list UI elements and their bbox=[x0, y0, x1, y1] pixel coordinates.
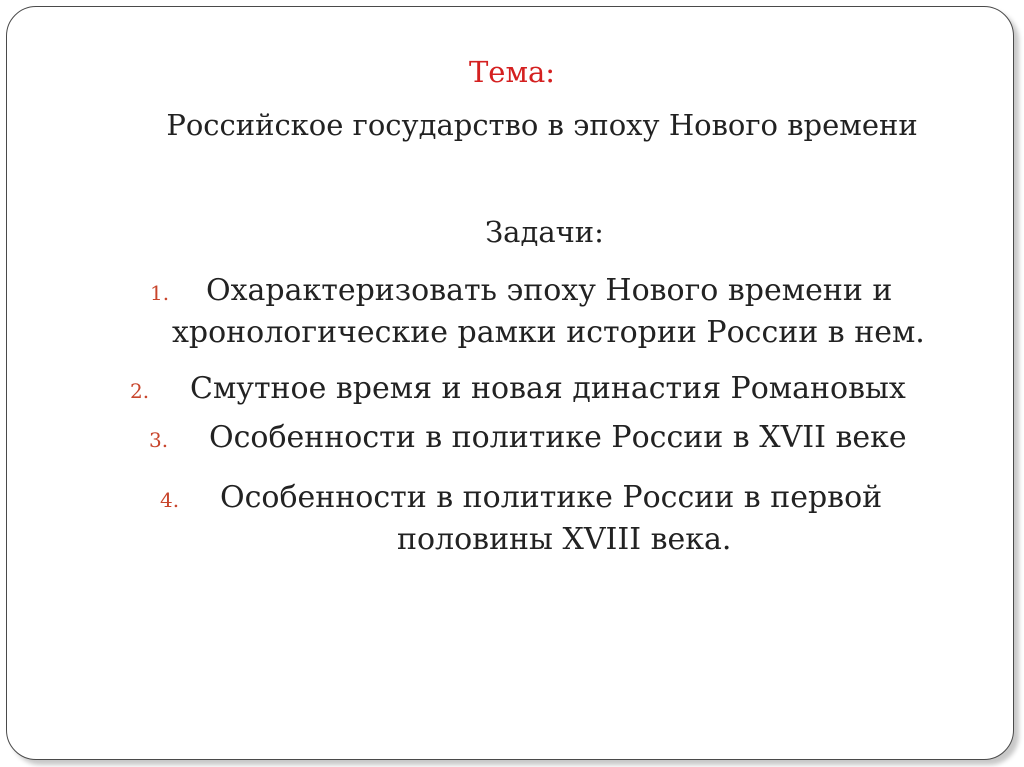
theme-label: Тема: bbox=[468, 55, 556, 89]
task-number: 3. bbox=[149, 428, 169, 452]
task-number: 1. bbox=[150, 281, 170, 305]
slide bbox=[6, 6, 1014, 760]
task-item-1 bbox=[147, 270, 925, 354]
task-text-line: хронологические рамки истории России в нем. bbox=[172, 315, 925, 350]
task-item-4 bbox=[160, 477, 882, 561]
task-text-line: Охарактеризовать эпоху Нового времени и bbox=[206, 273, 893, 308]
task-text-line: Особенности в политике России в первой bbox=[220, 480, 883, 515]
task-item-2 bbox=[130, 368, 906, 410]
task-number: 4. bbox=[160, 488, 180, 512]
task-number: 2. bbox=[130, 379, 150, 403]
task-text-line: Смутное время и новая династия Романовых bbox=[190, 371, 906, 406]
theme-title: Российское государство в эпоху Нового времени bbox=[166, 108, 918, 142]
task-text-line: Особенности в политике России в XVII веке bbox=[209, 420, 907, 455]
task-text-line: половины XVIII века. bbox=[397, 522, 732, 557]
tasks-label: Задачи: bbox=[485, 215, 604, 249]
task-item-3 bbox=[149, 417, 907, 459]
